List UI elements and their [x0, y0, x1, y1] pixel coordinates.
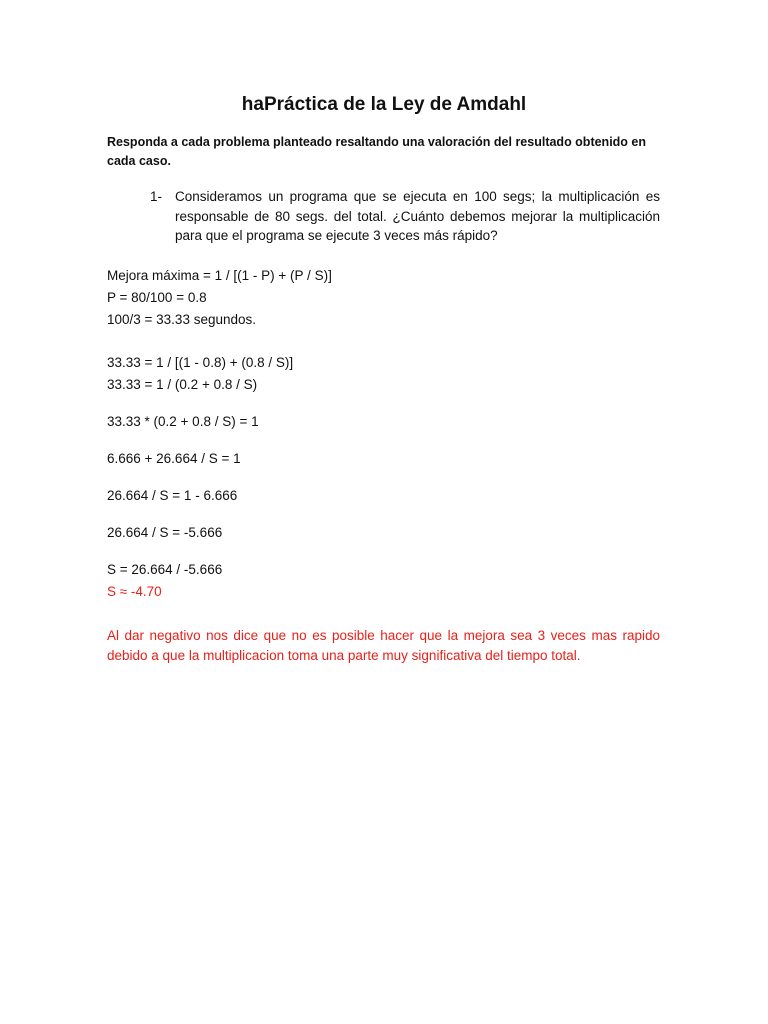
- formula-line: P = 80/100 = 0.8: [107, 290, 207, 305]
- instructions-paragraph: Responda a cada problema planteado resaltando una valoración del resultado obtenido en cada caso.: [107, 135, 647, 168]
- problem-statement: Consideramos un programa que se ejecuta en 100 segs; la multiplicación es responsable de 80 segs. del total. ¿Cuánto debemos mejorar la multiplicación para que el programa se ejecute 3 veces más rápido?: [175, 189, 660, 243]
- formula-line: 33.33 = 1 / [(1 - 0.8) + (0.8 / S)]: [107, 355, 294, 370]
- formula-line: 100/3 = 33.33 segundos.: [107, 312, 257, 327]
- formula-line: 33.33 = 1 / (0.2 + 0.8 / S): [107, 377, 258, 392]
- formula-line: 33.33 * (0.2 + 0.8 / S) = 1: [107, 414, 259, 429]
- problem-item: [150, 187, 660, 246]
- problem-number: 1-: [150, 189, 163, 204]
- conclusion-paragraph: Al dar negativo nos dice que no es posible hacer que la mejora sea 3 veces mas rapido debido a que la multiplicacion toma una parte muy significativa del tiempo total.: [107, 628, 660, 663]
- document-title: haPráctica de la Ley de Amdahl: [241, 94, 527, 115]
- formula-line: Mejora máxima = 1 / [(1 - P) + (P / S)]: [107, 268, 332, 283]
- result-line: S ≈ -4.70: [107, 584, 162, 599]
- formula-line: 26.664 / S = 1 - 6.666: [107, 488, 238, 503]
- formula-line: 6.666 + 26.664 / S = 1: [107, 451, 241, 466]
- formula-line: 26.664 / S = -5.666: [107, 525, 223, 540]
- formula-line: S = 26.664 / -5.666: [107, 562, 223, 577]
